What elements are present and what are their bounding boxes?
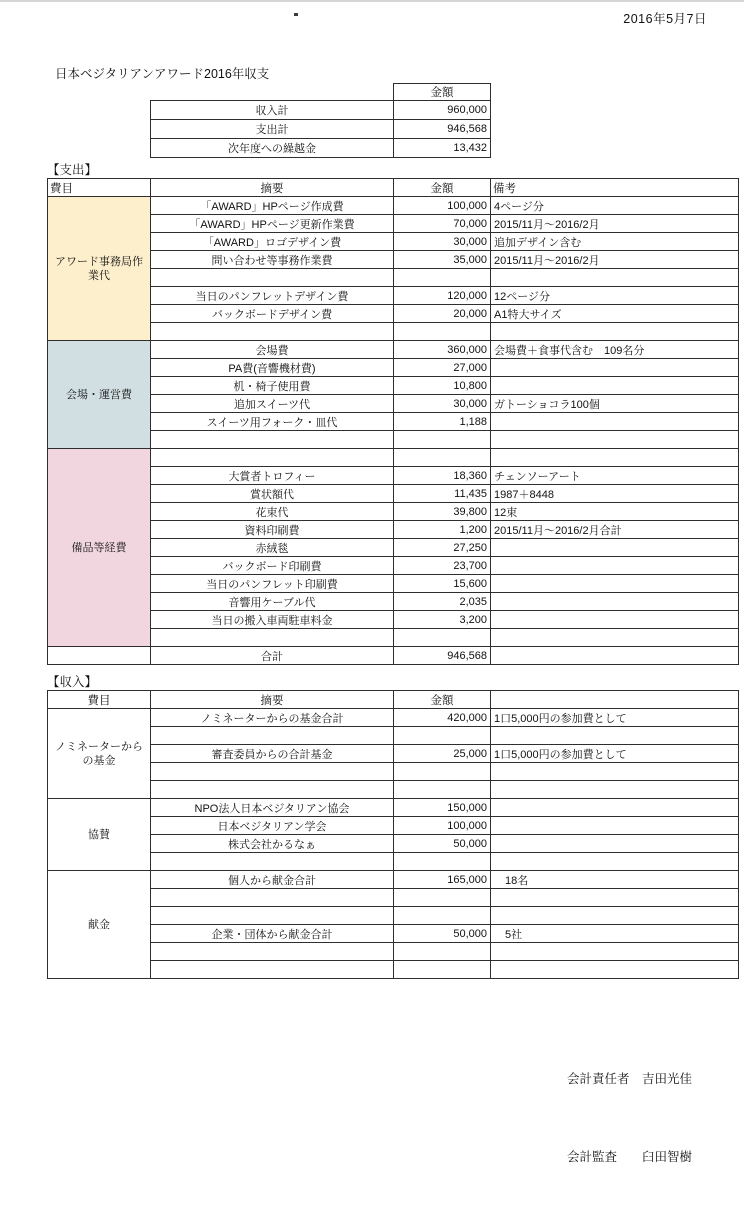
report-date: 2016年5月7日 <box>623 12 707 26</box>
amount-cell: 50,000 <box>394 835 491 853</box>
description-cell: 音響用ケーブル代 <box>151 593 394 611</box>
description-cell: 「AWARD」HPページ更新作業費 <box>151 215 394 233</box>
description-cell: NPO法人日本ベジタリアン協会 <box>151 799 394 817</box>
remarks-cell <box>491 907 739 925</box>
amount-cell: 20,000 <box>394 305 491 323</box>
table-row <box>48 925 739 943</box>
remarks-cell: 12ページ分 <box>491 287 739 305</box>
remarks-cell <box>491 799 739 817</box>
description-cell <box>151 763 394 781</box>
amount-cell: 360,000 <box>394 341 491 359</box>
table-row <box>48 727 739 745</box>
amount-cell: 100,000 <box>394 817 491 835</box>
amount-cell: 30,000 <box>394 395 491 413</box>
remarks-cell: 4ページ分 <box>491 197 739 215</box>
remarks-cell: 2015/11月～2016/2月 <box>491 215 739 233</box>
remarks-cell: 追加デザイン含む <box>491 233 739 251</box>
description-cell <box>151 431 394 449</box>
table-row <box>48 251 739 269</box>
table-row <box>48 521 739 539</box>
expenditure-table-body <box>48 197 739 665</box>
summary-amount-header: 金額 <box>394 84 491 101</box>
table-row <box>48 485 739 503</box>
description-cell <box>151 961 394 979</box>
amount-cell: 420,000 <box>394 709 491 727</box>
amount-cell: 165,000 <box>394 871 491 889</box>
amount-cell: 2,035 <box>394 593 491 611</box>
summary-row-label: 次年度への繰越金 <box>151 139 394 158</box>
remarks-cell <box>491 359 739 377</box>
total-amount-cell: 946,568 <box>394 647 491 665</box>
remarks-cell: 2015/11月～2016/2月合計 <box>491 521 739 539</box>
description-cell <box>151 943 394 961</box>
table-row <box>48 341 739 359</box>
remarks-cell <box>491 943 739 961</box>
remarks-cell <box>491 961 739 979</box>
category-cell: 備品等経費 <box>48 449 151 647</box>
amount-cell: 120,000 <box>394 287 491 305</box>
expenditure-table <box>47 178 739 665</box>
description-cell: 当日のパンフレットデザイン費 <box>151 287 394 305</box>
description-cell <box>151 449 394 467</box>
remarks-cell <box>491 431 739 449</box>
description-cell: 赤絨毯 <box>151 539 394 557</box>
category-cell: アワード事務局作業代 <box>48 197 151 341</box>
table-row <box>151 101 491 120</box>
summary-row-amount: 13,432 <box>394 139 491 158</box>
remarks-cell <box>491 853 739 871</box>
amount-cell <box>394 763 491 781</box>
amount-cell <box>394 943 491 961</box>
remarks-cell <box>491 763 739 781</box>
table-row <box>48 359 739 377</box>
income-table <box>47 690 739 979</box>
remarks-cell: 1口5,000円の参加費として <box>491 745 739 763</box>
table-row <box>48 593 739 611</box>
table-row <box>48 889 739 907</box>
description-cell: 企業・団体から献金合計 <box>151 925 394 943</box>
column-header-remarks <box>491 691 739 709</box>
table-row <box>151 139 491 158</box>
amount-cell: 1,200 <box>394 521 491 539</box>
description-cell: 当日の搬入車両駐車料金 <box>151 611 394 629</box>
table-row <box>48 431 739 449</box>
table-row <box>48 907 739 925</box>
table-header-row <box>48 691 739 709</box>
table-row <box>151 84 491 101</box>
amount-cell: 150,000 <box>394 799 491 817</box>
amount-cell: 23,700 <box>394 557 491 575</box>
remarks-cell: 会場費＋食事代含む 109名分 <box>491 341 739 359</box>
column-header-category: 費目 <box>48 179 151 197</box>
table-row <box>48 575 739 593</box>
table-row <box>48 395 739 413</box>
description-cell: 「AWARD」HPページ作成費 <box>151 197 394 215</box>
column-header-amount: 金額 <box>394 179 491 197</box>
table-row <box>48 853 739 871</box>
description-cell <box>151 269 394 287</box>
description-cell: 賞状額代 <box>151 485 394 503</box>
description-cell: 個人から献金合計 <box>151 871 394 889</box>
remarks-cell <box>491 817 739 835</box>
amount-cell: 27,250 <box>394 539 491 557</box>
signature-block <box>567 1014 692 1222</box>
table-row <box>48 835 739 853</box>
amount-cell: 50,000 <box>394 925 491 943</box>
amount-cell <box>394 889 491 907</box>
total-label-cell: 合計 <box>151 647 394 665</box>
table-row <box>48 233 739 251</box>
income-table-body <box>48 709 739 979</box>
amount-cell <box>394 323 491 341</box>
table-row <box>48 745 739 763</box>
description-cell <box>151 629 394 647</box>
description-cell: 机・椅子使用費 <box>151 377 394 395</box>
remarks-cell <box>491 593 739 611</box>
remarks-cell <box>491 539 739 557</box>
remarks-cell: 12束 <box>491 503 739 521</box>
amount-cell <box>394 629 491 647</box>
remarks-cell: 2015/11月～2016/2月 <box>491 251 739 269</box>
expenditure-section-heading: 【支出】 <box>47 163 98 177</box>
category-cell: 会場・運営費 <box>48 341 151 449</box>
category-cell: 献金 <box>48 871 151 979</box>
table-row <box>48 781 739 799</box>
amount-cell: 35,000 <box>394 251 491 269</box>
table-row <box>48 197 739 215</box>
remarks-cell <box>491 629 739 647</box>
remarks-cell <box>491 377 739 395</box>
amount-cell: 25,000 <box>394 745 491 763</box>
description-cell: PA費(音響機材費) <box>151 359 394 377</box>
amount-cell: 39,800 <box>394 503 491 521</box>
amount-cell <box>394 781 491 799</box>
remarks-cell: A1特大サイズ <box>491 305 739 323</box>
table-row <box>48 709 739 727</box>
table-row <box>48 611 739 629</box>
column-header-description: 摘要 <box>151 179 394 197</box>
description-cell: バックボードデザイン費 <box>151 305 394 323</box>
total-row <box>48 647 739 665</box>
description-cell: バックボード印刷費 <box>151 557 394 575</box>
amount-cell: 3,200 <box>394 611 491 629</box>
remarks-cell <box>491 269 739 287</box>
remarks-cell: 5社 <box>491 925 739 943</box>
summary-row-label: 支出計 <box>151 120 394 139</box>
description-cell <box>151 323 394 341</box>
remarks-cell <box>491 781 739 799</box>
description-cell: 花束代 <box>151 503 394 521</box>
remarks-cell: ガトーショコラ100個 <box>491 395 739 413</box>
table-row <box>48 539 739 557</box>
table-row <box>48 799 739 817</box>
column-header-remarks: 備考 <box>491 179 739 197</box>
amount-cell: 70,000 <box>394 215 491 233</box>
remarks-cell <box>491 647 739 665</box>
description-cell: 大賞者トロフィー <box>151 467 394 485</box>
amount-cell <box>394 907 491 925</box>
amount-cell <box>394 449 491 467</box>
table-row <box>48 467 739 485</box>
description-cell <box>151 853 394 871</box>
remarks-cell <box>491 611 739 629</box>
table-row <box>48 503 739 521</box>
description-cell: 株式会社かるなぁ <box>151 835 394 853</box>
amount-cell: 18,360 <box>394 467 491 485</box>
remarks-cell: 18名 <box>491 871 739 889</box>
remarks-cell <box>491 727 739 745</box>
description-cell: 追加スイーツ代 <box>151 395 394 413</box>
category-cell <box>48 647 151 665</box>
remarks-cell <box>491 323 739 341</box>
table-row <box>48 413 739 431</box>
amount-cell: 27,000 <box>394 359 491 377</box>
page-title: 日本ベジタリアンアワード2016年収支 <box>55 67 270 81</box>
amount-cell <box>394 431 491 449</box>
signature-accounting-auditor: 会計監査 臼田智樹 <box>567 1150 693 1164</box>
description-cell: スイーツ用フォーク・皿代 <box>151 413 394 431</box>
amount-cell <box>394 853 491 871</box>
description-cell: 審査委員からの合計基金 <box>151 745 394 763</box>
column-header-description: 摘要 <box>151 691 394 709</box>
description-cell <box>151 727 394 745</box>
amount-cell <box>394 269 491 287</box>
summary-row-label: 収入計 <box>151 101 394 120</box>
description-cell <box>151 907 394 925</box>
signature-accounting-manager: 会計責任者 吉田光佳 <box>567 1072 693 1086</box>
remarks-cell: 1口5,000円の参加費として <box>491 709 739 727</box>
table-row <box>48 377 739 395</box>
amount-cell: 15,600 <box>394 575 491 593</box>
summary-header-spacer <box>151 84 394 101</box>
remarks-cell <box>491 835 739 853</box>
table-row <box>48 323 739 341</box>
amount-cell: 11,435 <box>394 485 491 503</box>
remarks-cell <box>491 449 739 467</box>
table-row <box>48 269 739 287</box>
description-cell <box>151 889 394 907</box>
amount-cell: 100,000 <box>394 197 491 215</box>
amount-cell: 1,188 <box>394 413 491 431</box>
amount-cell: 30,000 <box>394 233 491 251</box>
category-cell: ノミネーターからの基金 <box>48 709 151 799</box>
description-cell: 日本ベジタリアン学会 <box>151 817 394 835</box>
amount-cell: 10,800 <box>394 377 491 395</box>
description-cell <box>151 781 394 799</box>
summary-row-amount: 946,568 <box>394 120 491 139</box>
table-row <box>48 871 739 889</box>
remarks-cell: チェンソーアート <box>491 467 739 485</box>
income-section-heading: 【収入】 <box>47 675 98 689</box>
remarks-cell <box>491 575 739 593</box>
table-row <box>48 629 739 647</box>
remarks-cell <box>491 889 739 907</box>
table-row <box>48 557 739 575</box>
description-cell: 当日のパンフレット印刷費 <box>151 575 394 593</box>
summary-row-amount: 960,000 <box>394 101 491 120</box>
column-header-category: 費目 <box>48 691 151 709</box>
table-row <box>48 287 739 305</box>
remarks-cell <box>491 413 739 431</box>
remarks-cell <box>491 557 739 575</box>
table-row <box>48 215 739 233</box>
description-cell: 「AWARD」ロゴデザイン費 <box>151 233 394 251</box>
table-row <box>48 943 739 961</box>
description-cell: ノミネーターからの基金合計 <box>151 709 394 727</box>
table-row <box>48 449 739 467</box>
description-cell: 問い合わせ等事務作業費 <box>151 251 394 269</box>
table-row <box>48 763 739 781</box>
description-cell: 会場費 <box>151 341 394 359</box>
amount-cell <box>394 727 491 745</box>
remarks-cell: 1987＋8448 <box>491 485 739 503</box>
table-row <box>48 961 739 979</box>
summary-table <box>150 83 491 158</box>
column-header-amount: 金額 <box>394 691 491 709</box>
table-row <box>151 120 491 139</box>
category-cell: 協賛 <box>48 799 151 871</box>
description-cell: 資料印刷費 <box>151 521 394 539</box>
table-row <box>48 305 739 323</box>
amount-cell <box>394 961 491 979</box>
table-row <box>48 817 739 835</box>
stray-dot-artifact <box>294 13 298 16</box>
table-header-row <box>48 179 739 197</box>
